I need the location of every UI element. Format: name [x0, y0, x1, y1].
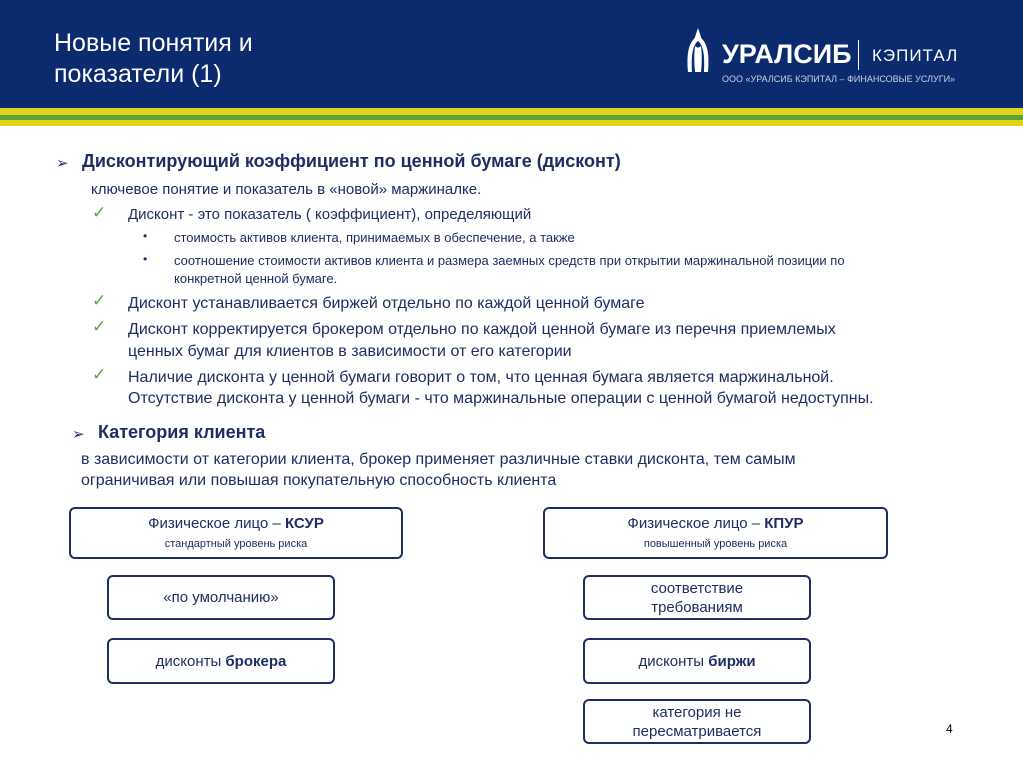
company-logo — [676, 24, 976, 88]
check-icon: ✓ — [92, 203, 107, 222]
section2-heading: Категория клиента — [98, 422, 266, 442]
page-number: 4 — [946, 722, 953, 736]
section1-subheading: ключевое понятие и показатель в «новой» маржиналке. — [91, 181, 482, 198]
box-compliance-line-2: требованиям — [651, 598, 743, 616]
box-kpur-title — [627, 514, 803, 533]
box-ksur-title — [148, 514, 324, 533]
logo-name: УРАЛСИБ — [722, 39, 852, 69]
box-exchange-discounts-prefix: дисконты — [638, 652, 709, 670]
box-kpur — [543, 507, 888, 559]
slide-header — [0, 0, 1023, 108]
box-ksur-title-prefix: Физическое лицо – — [148, 515, 285, 532]
box-ksur — [69, 507, 403, 559]
bullet-dot-icon: • — [143, 252, 148, 266]
arrow-bullet-icon: ➢ — [56, 155, 69, 172]
title-line-2: показатели (1) — [54, 60, 222, 88]
box-ksur-subtitle: стандартный уровень риска — [164, 538, 308, 550]
box-ksur-title-bold: КСУР — [284, 515, 324, 532]
box-compliance-line-1: соответствие — [650, 579, 744, 597]
check-item-2: Дисконт устанавливается биржей отдельно по каждой ценной бумаге — [128, 295, 645, 312]
header-stripe-yellow-bottom — [0, 120, 1023, 126]
box-kpur-title-bold: КПУР — [764, 515, 804, 532]
box-category-fixed-line-2: пересматривается — [632, 722, 762, 740]
bullet-item-2-line-2: конкретной ценной бумаге. — [174, 271, 338, 286]
box-broker-discounts-label — [156, 652, 287, 671]
check-icon: ✓ — [92, 291, 107, 310]
section2-text-line-1: в зависимости от категории клиента, брокер применяет различные ставки дисконта, тем самым — [81, 451, 796, 468]
box-kpur-title-prefix: Физическое лицо – — [627, 515, 765, 532]
box-exchange-discounts — [583, 638, 811, 684]
logo-legal-name: ООО «УРАЛСИБ КЭПИТАЛ – ФИНАНСОВЫЕ УСЛУГИ» — [722, 74, 956, 84]
logo-separator — [858, 40, 859, 70]
uralsib-emblem-icon — [680, 26, 716, 74]
check-item-4-line-2: Отсутствие дисконта у ценной бумаги - что маржинальные операции с ценной бумагой недоступны. — [128, 390, 874, 407]
logo-subtitle: КЭПИТАЛ — [872, 46, 959, 65]
bullet-item-2-line-1: соотношение стоимости активов клиента и размера заемных средств при открытии маржинальной позиции по — [174, 253, 845, 268]
box-broker-discounts-bold: брокера — [225, 652, 287, 670]
box-broker-discounts-prefix: дисконты — [155, 652, 226, 670]
arrow-bullet-icon: ➢ — [72, 426, 85, 443]
box-kpur-subtitle: повышенный уровень риска — [643, 538, 788, 550]
header-stripe-yellow-top — [0, 108, 1023, 115]
box-default — [107, 575, 335, 620]
box-category-fixed — [583, 699, 811, 744]
check-icon: ✓ — [92, 365, 107, 384]
box-exchange-discounts-label — [638, 652, 755, 671]
check-icon: ✓ — [92, 317, 107, 336]
box-exchange-discounts-bold: биржи — [708, 652, 756, 670]
bullet-item-1: стоимость активов клиента, принимаемых в обеспечение, а также — [174, 230, 575, 245]
bullet-dot-icon: • — [143, 229, 148, 243]
title-line-1: Новые понятия и — [54, 29, 253, 57]
box-category-fixed-line-1: категория не — [652, 703, 742, 721]
box-default-label: «по умолчанию» — [163, 589, 279, 606]
box-compliance — [583, 575, 811, 620]
box-broker-discounts — [107, 638, 335, 684]
check-item-4-line-1: Наличие дисконта у ценной бумаги говорит о том, что ценная бумага является маржинальной. — [128, 369, 834, 386]
check-item-3-line-1: Дисконт корректируется брокером отдельно по каждой ценной бумаге из перечня приемлемых — [128, 321, 836, 338]
check-item-1: Дисконт - это показатель ( коэффициент), определяющий — [128, 206, 532, 223]
section2-text-line-2: ограничивая или повышая покупательную способность клиента — [81, 472, 557, 489]
check-item-3-line-2: ценных бумаг для клиентов в зависимости от его категории — [128, 343, 572, 360]
slide-title — [54, 28, 474, 90]
section1-heading: Дисконтирующий коэффициент по ценной бумаге (дисконт) — [82, 151, 621, 171]
